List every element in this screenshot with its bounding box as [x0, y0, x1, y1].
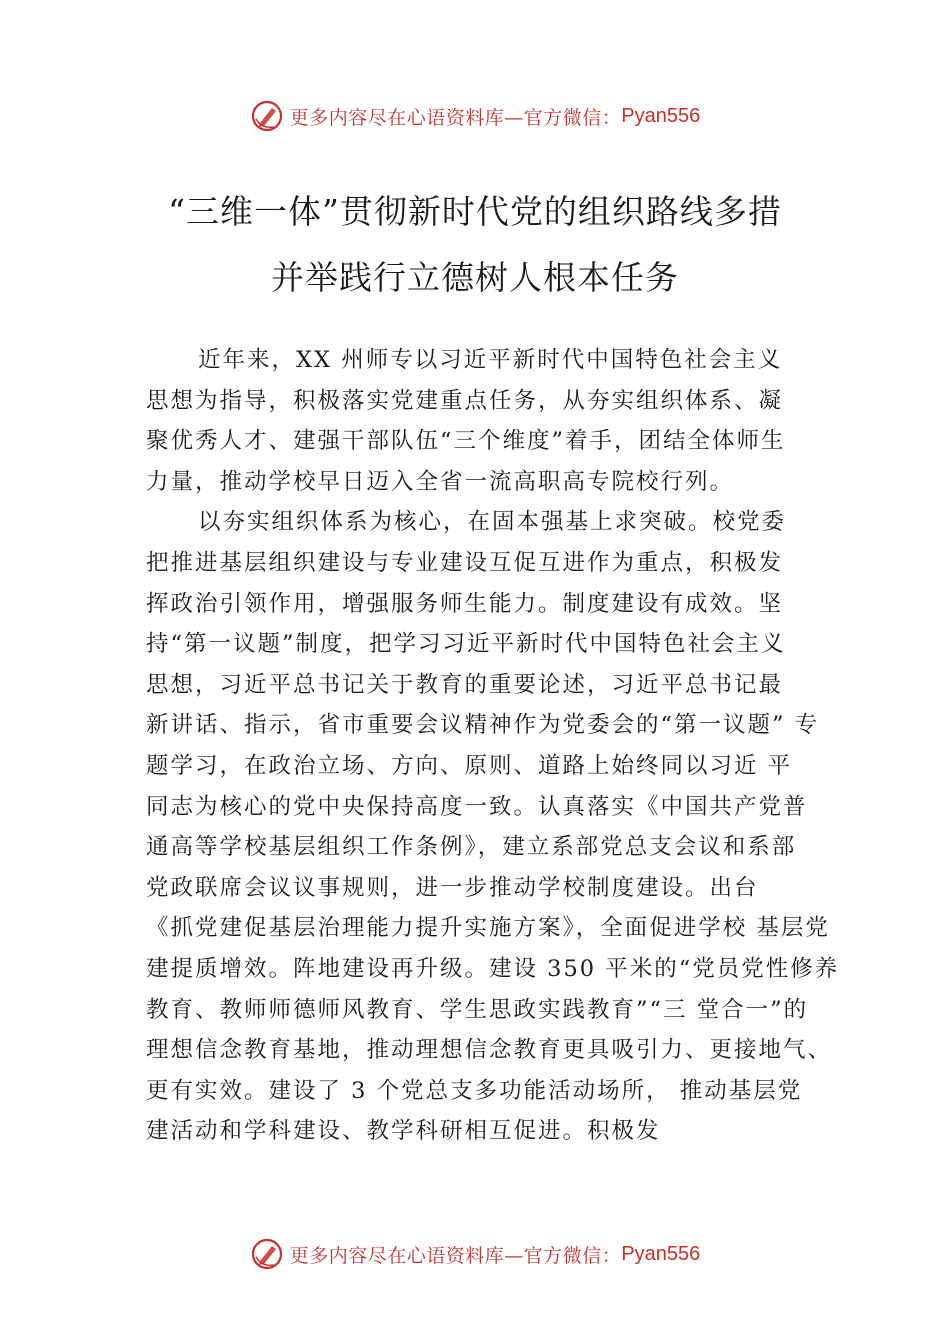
body-line: 聚优秀人才、建强干部队伍“三个维度”着手，团结全体师生	[146, 428, 786, 455]
pen-logo-icon	[250, 99, 284, 133]
document-body	[146, 340, 840, 1152]
document-title-line-1: “三维一体”贯彻新时代党的组织路线多措	[168, 192, 782, 231]
watermark-text: 更多内容尽在心语资料库—官方微信：	[289, 1244, 622, 1267]
body-line: 理想信念教育基地，推动理想信念教育更具吸引力、更接地气、	[146, 1037, 833, 1064]
body-line: 同志为核心的党中央保持高度一致。认真落实《中国共产党普	[146, 793, 808, 820]
body-line: 党政联席会议议事规则，进一步推动学校制度建设。出台	[146, 874, 759, 901]
watermark-wechat-id: Pyan556	[621, 104, 701, 127]
body-line: 新讲话、指示，省市重要会议精神作为党委会的“第一议题” 专	[146, 712, 820, 739]
document-title-line-2: 并举践行立德树人根本任务	[271, 258, 679, 297]
body-line: 《抓党建促基层治理能力提升实施方案》，全面促进学校 基层党	[146, 915, 830, 942]
body-line: 把推进基层组织建设与专业建设互促互进作为重点，积极发	[146, 549, 784, 576]
watermark-wechat-id: Pyan556	[621, 1242, 701, 1265]
body-line: 以夯实组织体系为核心，在固本强基上求突破。校党委	[198, 509, 787, 536]
footer-watermark	[0, 1232, 950, 1276]
body-line: 建提质增效。阵地建设再升级。建设 350 平米的“党员党性修养	[146, 955, 840, 982]
body-line: 通高等学校基层组织工作条例》，建立系部党总支会议和系部	[146, 834, 797, 861]
body-line: 力量，推动学校早日迈入全省一流高职高专院校行列。	[146, 468, 735, 495]
body-line: 题学习，在政治立场、方向、原则、道路上始终同以习近 平	[146, 752, 793, 779]
body-line: 思想为指导，积极落实党建重点任务，从夯实组织体系、凝	[146, 387, 784, 414]
body-line: 建活动和学科建设、教学科研相互促进。积极发	[146, 1118, 661, 1145]
header-watermark	[0, 94, 950, 138]
body-line: 近年来，XX 州师专以习近平新时代中国特色社会主义	[198, 347, 783, 373]
body-line: 思想，习近平总书记关于教育的重要论述，习近平总书记最	[146, 671, 784, 698]
body-line: 持“第一议题”制度，把学习习近平新时代中国特色社会主义	[146, 631, 786, 658]
body-line: 更有实效。建设了 3 个党总支多功能活动场所， 推动基层党	[146, 1077, 803, 1104]
watermark-text: 更多内容尽在心语资料库—官方微信：	[289, 106, 622, 129]
pen-logo-icon	[250, 1237, 284, 1271]
body-line: 挥政治引领作用，增强服务师生能力。制度建设有成效。坚	[146, 590, 784, 617]
body-line: 教育、教师师德师风教育、学生思政实践教育”“三 堂合一”的	[146, 996, 809, 1023]
